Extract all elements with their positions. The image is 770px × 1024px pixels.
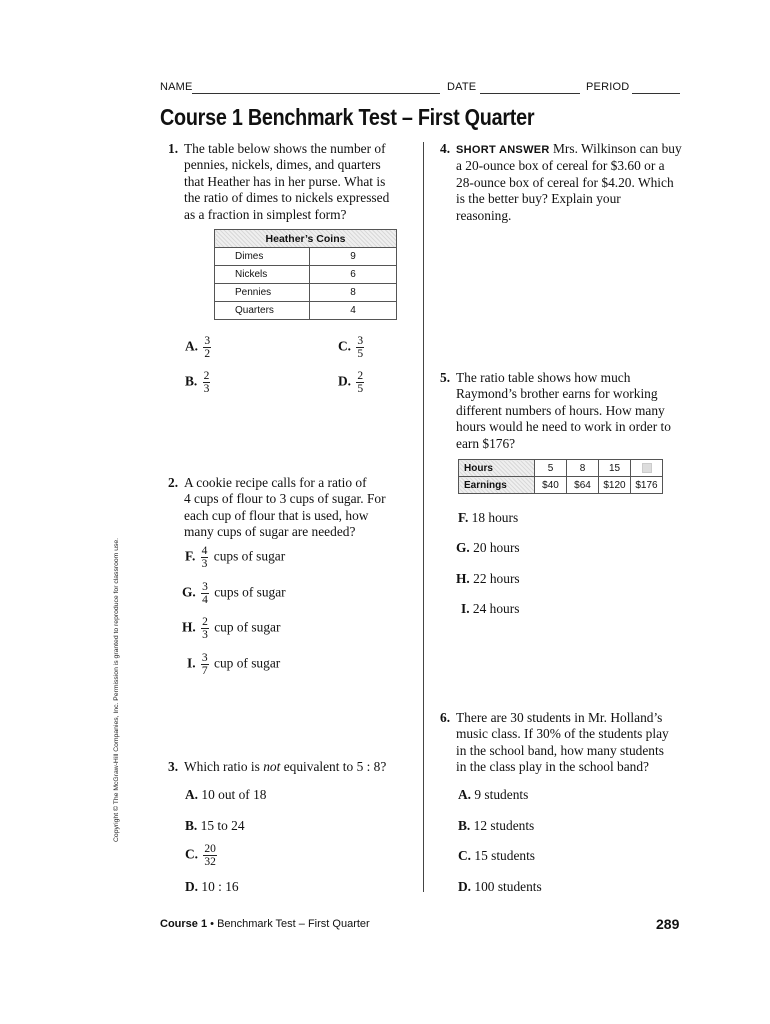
choice-text: 24 hours	[472, 601, 520, 616]
question-1-line: as a fraction in simplest form?	[184, 206, 347, 222]
question-4-line: Mrs. Wilkinson can buy	[553, 141, 682, 156]
numerator: 2	[357, 370, 364, 382]
footer	[160, 918, 370, 930]
denominator: 3	[203, 383, 210, 395]
denominator: 4	[202, 594, 208, 606]
numerator: 3	[201, 652, 208, 664]
choice-letter: B.	[185, 373, 198, 389]
choice-letter: C.	[338, 338, 352, 354]
choice-6a[interactable]	[458, 787, 528, 803]
choice-6b[interactable]	[458, 818, 534, 834]
choice-text: 18 hours	[471, 510, 519, 525]
denominator: 3	[202, 629, 208, 641]
table-row	[459, 477, 663, 494]
question-1-line: the ratio of dimes to nickels expressed	[184, 190, 390, 206]
period-label: PERIOD	[586, 81, 630, 93]
choice-1c[interactable]	[338, 335, 366, 360]
denominator: 3	[201, 558, 208, 570]
question-4-line: is the better buy? Explain your	[456, 191, 621, 207]
earnings-label: Earnings	[459, 477, 535, 494]
hours-unknown-cell	[631, 460, 663, 477]
column-divider	[423, 142, 424, 892]
question-5-line: different numbers of hours. How many	[456, 402, 665, 418]
date-label: DATE	[447, 81, 477, 93]
numerator: 2	[203, 370, 210, 382]
choice-letter: D.	[338, 373, 352, 389]
choice-letter: D.	[185, 879, 199, 894]
choice-text: 9 students	[474, 787, 529, 802]
choice-letter: A.	[185, 338, 199, 354]
choice-3d[interactable]	[185, 879, 239, 895]
choice-letter: F.	[185, 548, 196, 564]
question-3	[168, 759, 418, 775]
choice-letter: D.	[458, 879, 472, 894]
question-4-number: 4.	[440, 141, 451, 156]
hours-value: 15	[599, 460, 631, 477]
coin-count: 9	[310, 248, 397, 266]
choice-text: 22 hours	[473, 571, 520, 586]
question-1-line: The table below shows the number of	[184, 141, 386, 156]
earnings-value: $64	[567, 477, 599, 494]
choice-2h[interactable]	[182, 616, 280, 641]
choice-6c[interactable]	[458, 848, 535, 864]
choice-letter: C.	[458, 848, 472, 863]
date-field[interactable]	[480, 93, 580, 94]
denominator: 5	[357, 348, 364, 360]
choice-2g[interactable]	[182, 581, 286, 606]
question-3-number: 3.	[168, 759, 179, 774]
table-row	[459, 460, 663, 477]
question-2	[168, 475, 408, 541]
choice-text: cup of sugar	[214, 655, 281, 671]
heathers-coins-table	[214, 229, 397, 320]
coin-label: Nickels	[215, 266, 310, 284]
name-label: NAME	[160, 81, 193, 93]
denominator: 7	[201, 665, 208, 677]
choice-text: 15 to 24	[200, 818, 245, 833]
question-2-line: each cup of flour that is used, how	[184, 507, 369, 523]
question-4-line: reasoning.	[456, 207, 512, 223]
coin-count: 6	[310, 266, 397, 284]
question-5-line: The ratio table shows how much	[456, 370, 631, 385]
question-3-text: equivalent to 5 : 8?	[280, 759, 387, 774]
earnings-value: $176	[631, 477, 663, 494]
question-4-line: a 20-ounce box of cereal for $3.60 or a	[456, 158, 665, 174]
question-4-line: 28-ounce box of cereal for $4.20. Which	[456, 174, 674, 190]
choice-letter: B.	[185, 818, 198, 833]
choice-letter: I.	[187, 655, 196, 671]
copyright-notice: Copyright © The McGraw-Hill Companies, Inc. Permission is granted to reproduce for classroom use.	[113, 537, 120, 842]
earnings-value: $40	[535, 477, 567, 494]
choice-letter: I.	[461, 601, 470, 616]
question-1	[168, 141, 408, 223]
choice-1a[interactable]	[185, 335, 213, 360]
choice-5f[interactable]	[458, 510, 518, 526]
table-row	[215, 284, 397, 302]
choice-letter: F.	[458, 510, 469, 525]
coin-label: Quarters	[215, 302, 310, 320]
choice-2f[interactable]	[185, 545, 285, 570]
table-row	[215, 248, 397, 266]
choice-text: cups of sugar	[214, 584, 286, 600]
ratio-table	[458, 459, 663, 494]
question-1-line: pennies, nickels, dimes, and quarters	[184, 157, 381, 173]
question-5-number: 5.	[440, 370, 451, 385]
question-6-number: 6.	[440, 710, 451, 725]
choice-text: 10 : 16	[201, 879, 239, 894]
choice-letter: H.	[182, 619, 196, 635]
numerator: 3	[202, 581, 208, 593]
question-2-line: 4 cups of flour to 3 cups of sugar. For	[184, 491, 386, 507]
choice-3a[interactable]	[185, 787, 266, 803]
choice-5h[interactable]	[456, 571, 520, 587]
question-3-text: Which ratio is	[184, 759, 264, 774]
hours-label: Hours	[459, 460, 535, 477]
choice-3b[interactable]	[185, 818, 245, 834]
choice-letter: A.	[185, 787, 199, 802]
question-6	[440, 710, 700, 776]
table-row	[215, 266, 397, 284]
question-1-number: 1.	[168, 141, 179, 156]
choice-letter: C.	[185, 846, 199, 862]
choice-text: 10 out of 18	[201, 787, 267, 802]
question-6-line: in the class play in the school band?	[456, 759, 650, 775]
footer-course: Course 1	[160, 918, 208, 930]
page-title: Course 1 Benchmark Test – First Quarter	[160, 104, 535, 130]
choice-letter: G.	[182, 584, 196, 600]
short-answer-tag: SHORT ANSWER	[456, 144, 550, 156]
choice-letter: G.	[456, 540, 470, 555]
question-5-line: hours would he need to work in order to	[456, 419, 671, 435]
choice-text: 15 students	[474, 848, 536, 863]
choice-text: 20 hours	[473, 540, 520, 555]
choice-1d[interactable]	[338, 370, 366, 395]
coins-table-title: Heather’s Coins	[215, 230, 397, 248]
numerator: 2	[202, 616, 208, 628]
choice-1b[interactable]	[185, 370, 212, 395]
numerator: 3	[204, 335, 211, 347]
choice-3c[interactable]	[185, 843, 219, 868]
choice-text: cup of sugar	[214, 619, 281, 635]
coin-label: Dimes	[215, 248, 310, 266]
question-3-emphasis: not	[263, 759, 281, 774]
question-6-line: There are 30 students in Mr. Holland’s	[456, 710, 663, 725]
choice-letter: H.	[456, 571, 470, 586]
question-6-line: music class. If 30% of the students play	[456, 726, 669, 742]
question-6-line: in the school band, how many students	[456, 742, 664, 758]
choice-5i[interactable]	[461, 601, 519, 617]
table-row	[215, 302, 397, 320]
choice-letter: A.	[458, 787, 472, 802]
denominator: 32	[204, 856, 216, 868]
hours-value: 8	[567, 460, 599, 477]
numerator: 3	[357, 335, 364, 347]
page-number: 289	[656, 916, 680, 932]
footer-bullet: •	[210, 918, 214, 930]
coin-count: 4	[310, 302, 397, 320]
coin-count: 8	[310, 284, 397, 302]
question-4	[440, 141, 690, 224]
numerator: 20	[204, 843, 216, 855]
coin-label: Pennies	[215, 284, 310, 302]
footer-text: Benchmark Test – First Quarter	[217, 918, 370, 930]
question-2-number: 2.	[168, 475, 179, 490]
choice-text: 12 students	[473, 818, 535, 833]
choice-letter: B.	[458, 818, 471, 833]
question-5-line: Raymond’s brother earns for working	[456, 386, 658, 402]
earnings-value: $120	[599, 477, 631, 494]
hours-value: 5	[535, 460, 567, 477]
numerator: 4	[201, 545, 208, 557]
question-5-line: earn $176?	[456, 435, 516, 451]
question-2-line: many cups of sugar are needed?	[184, 524, 356, 540]
denominator: 2	[204, 348, 211, 360]
period-field[interactable]	[632, 93, 680, 94]
question-1-line: that Heather has in her purse. What is	[184, 173, 386, 189]
denominator: 5	[357, 383, 364, 395]
choice-2i[interactable]	[187, 652, 280, 677]
choice-text: cups of sugar	[213, 548, 286, 564]
choice-5g[interactable]	[456, 540, 520, 556]
name-field[interactable]	[192, 93, 440, 94]
question-5	[440, 370, 690, 452]
choice-6d[interactable]	[458, 879, 542, 895]
choice-text: 100 students	[474, 879, 542, 894]
question-2-line: A cookie recipe calls for a ratio of	[184, 475, 367, 490]
